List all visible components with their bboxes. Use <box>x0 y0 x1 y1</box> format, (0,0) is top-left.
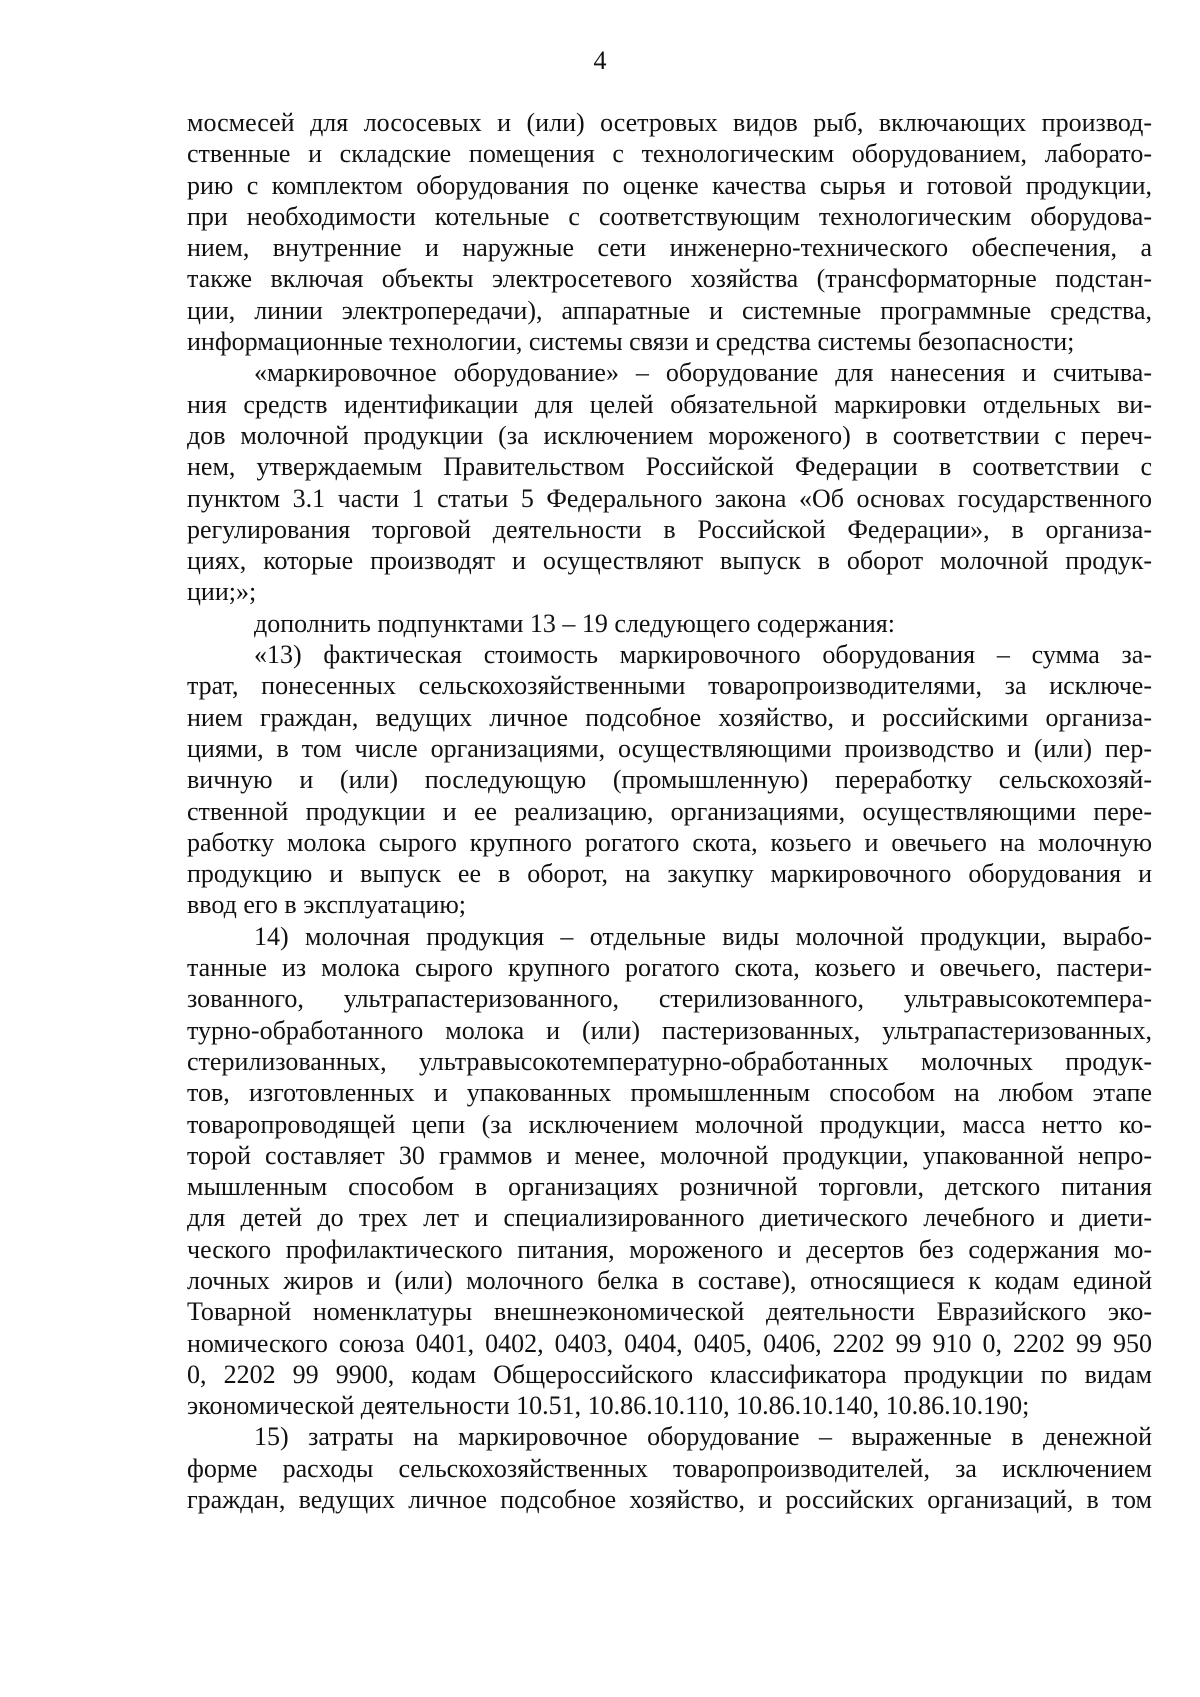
text-line: нем, утверждаемым Правительством Российской Федерации в соответствии с <box>187 452 1152 482</box>
text-line: номического союза 0401, 0402, 0403, 0404, 0405, 0406, 2202 99 910 0, 2202 99 950 <box>187 1328 1152 1358</box>
text-line: экономической деятельности 10.51, 10.86.10.110, 10.86.10.140, 10.86.10.190; <box>187 1391 1030 1421</box>
text-line: тов, изготовленных и упакованных промышленным способом на любом этапе <box>187 1078 1152 1108</box>
text-line: также включая объекты электросетевого хозяйства (трансформаторные подстан- <box>187 264 1152 294</box>
text-line: «маркировочное оборудование» – оборудование для нанесения и считыва- <box>254 358 1152 388</box>
text-line: вичную и (или) последующую (промышленную) переработку сельскохозяй- <box>187 765 1152 795</box>
text-line: граждан, ведущих личное подсобное хозяйство, и российских организаций, в том <box>187 1485 1152 1515</box>
text-line: дополнить подпунктами 13 – 19 следующего содержания: <box>254 608 895 638</box>
text-line: дов молочной продукции (за исключением мороженого) в соответствии с переч- <box>187 420 1152 450</box>
text-line: продукцию и выпуск ее в оборот, на закупку маркировочного оборудования и <box>187 859 1152 889</box>
text-line: 14) молочная продукция – отдельные виды молочной продукции, вырабо- <box>254 921 1152 951</box>
text-line: турно-обработанного молока и (или) пастеризованных, ультрапастеризованных, <box>187 1015 1152 1045</box>
text-line: работку молока сырого крупного рогатого скота, козьего и овечьего на молочную <box>187 827 1152 857</box>
text-line: циями, в том числе организациями, осуществляющими производство и (или) пер- <box>187 733 1152 763</box>
text-line: трат, понесенных сельскохозяйственными товаропроизводителями, за исключе- <box>187 671 1152 701</box>
text-line: для детей до трех лет и специализированного диетического лечебного и диети- <box>187 1203 1152 1233</box>
text-line: ции;»; <box>187 577 257 607</box>
text-line: танные из молока сырого крупного рогатого скота, козьего и овечьего, пастери- <box>187 953 1152 983</box>
text-line: стерилизованных, ультравысокотемпературно-обработанных молочных продук- <box>187 1046 1152 1076</box>
text-line: нием граждан, ведущих личное подсобное хозяйство, и российскими организа- <box>187 702 1152 732</box>
text-line: ческого профилактического питания, мороженого и десертов без содержания мо- <box>187 1234 1152 1264</box>
text-line: зованного, ультрапастеризованного, стерилизованного, ультравысокотемпера- <box>187 984 1152 1014</box>
text-line: нием, внутренние и наружные сети инженерно-технического обеспечения, а <box>187 233 1152 263</box>
page-number: 4 <box>593 46 607 75</box>
text-line: ственные и складские помещения с технологическим оборудованием, лаборато- <box>187 139 1152 169</box>
document-body <box>187 107 1152 1515</box>
text-line: при необходимости котельные с соответствующим технологическим оборудова- <box>187 201 1152 231</box>
text-line: Товарной номенклатуры внешнеэкономической деятельности Евразийского эко- <box>187 1297 1152 1327</box>
text-line: «13) фактическая стоимость маркировочного оборудования – сумма за- <box>254 640 1152 670</box>
text-line: пунктом 3.1 части 1 статьи 5 Федерального закона «Об основах государственного <box>187 483 1152 513</box>
text-line: 15) затраты на маркировочное оборудование – выраженные в денежной <box>254 1422 1152 1452</box>
text-line: мышленным способом в организациях розничной торговли, детского питания <box>187 1172 1152 1202</box>
text-line: ввод его в эксплуатацию; <box>187 890 466 920</box>
text-line: циях, которые производят и осуществляют выпуск в оборот молочной продук- <box>187 546 1152 576</box>
text-line: рию с комплектом оборудования по оценке качества сырья и готовой продукции, <box>187 170 1152 200</box>
text-line: 0, 2202 99 9900, кодам Общероссийского классификатора продукции по видам <box>187 1359 1152 1389</box>
text-line: форме расходы сельскохозяйственных товаропроизводителей, за исключением <box>187 1453 1152 1483</box>
text-line: информационные технологии, системы связи и средства системы безопасности; <box>187 327 1075 357</box>
text-line: регулирования торговой деятельности в Российской Федерации», в организа- <box>187 514 1152 544</box>
text-line: лочных жиров и (или) молочного белка в составе), относящиеся к кодам единой <box>187 1265 1152 1295</box>
text-line: ния средств идентификации для целей обязательной маркировки отдельных ви- <box>187 389 1152 419</box>
text-line: мосмесей для лососевых и (или) осетровых видов рыб, включающих производ- <box>187 108 1152 137</box>
text-line: торой составляет 30 граммов и менее, молочной продукции, упакованной непро- <box>187 1140 1152 1170</box>
text-line: товаропроводящей цепи (за исключением молочной продукции, масса нетто ко- <box>187 1109 1152 1139</box>
text-line: ственной продукции и ее реализацию, организациями, осуществляющими пере- <box>187 796 1152 826</box>
text-line: ции, линии электропередачи), аппаратные и системные программные средства, <box>187 295 1152 325</box>
